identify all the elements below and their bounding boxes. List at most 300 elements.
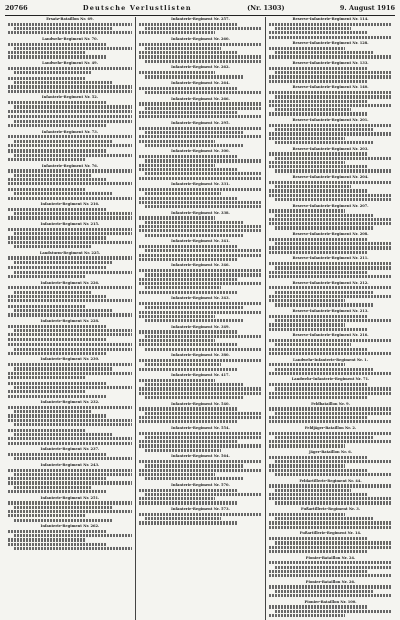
entry-text-line: [14, 174, 91, 177]
entry-text-line: [145, 286, 221, 289]
entry-text-line: [139, 440, 237, 443]
entry-text-line: [275, 157, 392, 160]
list-section: [8, 17, 132, 34]
entry-text-line: [8, 305, 85, 308]
entry-text-line: [269, 124, 392, 127]
entry-text-line: [275, 242, 392, 245]
list-section: [8, 95, 132, 112]
publication-title: Deutsche Verlustlisten: [82, 4, 192, 12]
column-2: [135, 17, 265, 620]
section-heading: Infanterie-Regiment Nr. 295.: [171, 120, 230, 125]
list-section: [8, 319, 132, 341]
entry-text-line: [269, 352, 392, 355]
section-heading: Infanterie-Regiment Nr. 338.: [171, 210, 230, 215]
entry-text-line: [8, 149, 107, 152]
entry-text-line: [8, 299, 132, 302]
entry-text-line: [139, 43, 262, 46]
section-heading: Landwehr-Regiment Nr. 49.: [42, 61, 98, 66]
entry-text-line: [269, 275, 392, 278]
entry-text-line: [275, 517, 373, 520]
entry-text-line: [145, 172, 262, 175]
section-heading: Infanterie-Regiment Nr. 573.: [171, 507, 230, 512]
list-section: [8, 61, 132, 74]
entry-text-line: [269, 444, 345, 447]
section-heading: Infanterie-Regiment Nr. 257.: [171, 17, 230, 21]
entry-text-line: [269, 537, 367, 540]
entry-text-line: [139, 469, 262, 472]
entry-text-line: [8, 372, 132, 375]
column-3: [265, 17, 395, 620]
entry-text-line: [145, 335, 262, 338]
list-section: [8, 37, 132, 59]
entry-text-line: [275, 226, 373, 229]
entry-text-line: [8, 169, 132, 172]
entry-text-line: [269, 323, 345, 326]
list-section: [139, 65, 262, 78]
entry-text-line: [269, 561, 392, 564]
section-heading: Infanterie-Regiment Nr. 262.: [171, 65, 230, 70]
list-section: [139, 97, 262, 119]
list-section: [8, 202, 132, 219]
list-section: [139, 182, 262, 208]
entry-text-line: [8, 286, 132, 289]
entry-text-line: [139, 87, 237, 90]
entry-text-line: [275, 185, 351, 188]
entry-text-line: [139, 444, 262, 447]
list-section: [269, 85, 392, 115]
entry-text-line: [8, 208, 107, 211]
entry-text-line: [8, 343, 132, 346]
list-section: [269, 450, 392, 476]
entry-text-line: [8, 313, 132, 316]
entry-text-line: [269, 80, 367, 83]
entry-text-line: [269, 161, 345, 164]
entry-text-line: [269, 614, 345, 617]
entry-text-line: [275, 436, 373, 439]
entry-text-line: [8, 538, 85, 541]
entry-text-line: [8, 135, 132, 138]
list-section: [139, 211, 262, 237]
entry-text-line: [269, 484, 392, 487]
section-heading: Jäger-Bataillon Nr. 6.: [308, 450, 353, 455]
entry-text-line: [14, 71, 91, 74]
entry-text-line: [145, 477, 243, 480]
entry-text-line: [8, 256, 132, 259]
entry-text-line: [8, 406, 132, 409]
entry-text-line: [139, 269, 262, 272]
entry-text-line: [139, 339, 215, 342]
list-section: [8, 251, 132, 264]
section-heading: Reserve-Infanterie-Regiment Nr. 204.: [292, 175, 369, 180]
entry-text-line: [8, 241, 132, 244]
section-heading: Ersatz-Bataillon Nr. 69.: [46, 17, 94, 21]
section-heading: Reserve-Infanterie-Regiment Nr. 208.: [292, 232, 369, 237]
list-section: [139, 296, 262, 322]
entry-text-line: [145, 493, 262, 496]
entry-text-line: [145, 412, 262, 415]
list-section: [269, 41, 392, 58]
entry-text-line: [14, 367, 113, 370]
entry-text-line: [139, 497, 215, 500]
entry-text-line: [275, 590, 373, 593]
entry-text-line: [8, 530, 107, 533]
entry-text-line: [145, 60, 262, 63]
section-heading: Landsturm-Regiment Nr. 225.: [39, 250, 101, 255]
section-heading: Infanterie-Regiment Nr. 230.: [40, 357, 100, 362]
entry-text-line: [269, 497, 392, 500]
entry-text-line: [275, 489, 351, 492]
entry-text-line: [269, 315, 367, 318]
entry-text-line: [269, 605, 367, 608]
entry-text-line: [145, 107, 262, 110]
entry-text-line: [8, 23, 132, 26]
entry-text-line: [145, 464, 243, 467]
entry-text-line: [139, 359, 262, 362]
entry-text-line: [14, 486, 91, 489]
entry-text-line: [269, 550, 367, 553]
list-section: [269, 232, 392, 254]
entry-text-line: [8, 442, 132, 445]
section-heading: Feldbataillon Nr. 9.: [311, 401, 350, 406]
section-heading: Fußartillerie-Regiment Nr. 14.: [299, 531, 362, 536]
section-heading: Infanterie-Regiment Nr. 331.: [171, 182, 230, 187]
entry-text-line: [8, 144, 132, 147]
entry-text-line: [269, 189, 367, 192]
entry-text-line: [139, 177, 262, 180]
entry-text-line: [275, 169, 392, 172]
entry-text-line: [139, 23, 237, 26]
section-heading: Infanterie-Regiment Nr. 226.: [40, 280, 100, 285]
list-section: [8, 164, 132, 186]
entry-text-line: [269, 469, 367, 472]
page-header: [5, 4, 395, 16]
entry-text-line: [8, 266, 107, 269]
list-section: [269, 556, 392, 578]
section-heading: Reserve-Infanterie-Regiment Nr. 140.: [292, 85, 369, 90]
list-section: [269, 426, 392, 448]
list-section: [8, 429, 132, 445]
entry-text-line: [145, 234, 243, 237]
entry-text-line: [269, 55, 392, 58]
list-section: [269, 531, 392, 553]
entry-text-line: [269, 286, 392, 289]
list-section: [8, 357, 132, 379]
entry-text-line: [14, 473, 132, 476]
entry-text-line: [139, 407, 237, 410]
entry-text-line: [14, 271, 132, 274]
list-section: [8, 130, 132, 147]
entry-text-line: [269, 363, 345, 366]
entry-text-line: [145, 47, 221, 50]
list-section: [139, 507, 262, 524]
entry-text-line: [145, 449, 221, 452]
list-section: [8, 115, 132, 127]
entry-text-line: [275, 501, 392, 504]
list-section: [8, 266, 132, 278]
section-heading: Infanterie-Regiment Nr. 73.: [41, 129, 99, 134]
entry-text-line: [14, 519, 113, 522]
entry-text-line: [145, 319, 243, 322]
entry-text-line: [269, 396, 367, 399]
entry-text-line: [269, 251, 367, 254]
list-section: [8, 222, 132, 248]
entry-text-line: [275, 412, 392, 415]
section-heading: Reserve-Infanterie-Regiment Nr. 203.: [292, 146, 369, 151]
entry-text-line: [269, 546, 392, 549]
entry-text-line: [145, 144, 243, 147]
entry-text-line: [269, 262, 392, 265]
section-heading: Infanterie-Regiment Nr. 232.: [40, 400, 100, 405]
entry-text-line: [139, 432, 262, 435]
list-section: [8, 447, 132, 460]
entry-text-line: [275, 319, 392, 322]
entry-text-line: [8, 376, 85, 379]
section-heading: Landwehr-Infanterie-Regiment Nr. 1.: [293, 357, 368, 362]
list-section: [8, 188, 132, 200]
entry-text-line: [269, 295, 392, 298]
entry-text-line: [275, 71, 392, 74]
entry-text-line: [139, 229, 262, 232]
entry-text-line: [8, 510, 132, 513]
entry-text-line: [269, 218, 392, 221]
entry-text-line: [275, 541, 392, 544]
entry-text-line: [8, 216, 132, 219]
entry-text-line: [275, 566, 392, 569]
list-section: [139, 373, 262, 399]
section-heading: Fußartillerie-Regiment Nr. 3.: [301, 507, 360, 512]
entry-text-line: [269, 132, 392, 135]
entry-text-line: [14, 547, 132, 550]
entry-text-line: [275, 141, 373, 144]
entry-text-line: [8, 85, 132, 88]
entry-text-line: [145, 436, 262, 439]
list-section: [8, 343, 132, 355]
entry-text-line: [139, 278, 237, 281]
section-heading: Infanterie-Regiment Nr. 554.: [171, 425, 230, 430]
entry-text-line: [269, 246, 392, 249]
entry-text-line: [139, 164, 215, 167]
entry-text-line: [139, 111, 237, 114]
list-section: [139, 81, 262, 94]
entry-text-line: [8, 55, 107, 58]
entry-text-line: [269, 104, 392, 107]
entry-text-line: [145, 75, 243, 78]
section-heading: Reserve-Infanterie-Regiment Nr. 216.: [292, 333, 369, 338]
entry-text-line: [8, 31, 132, 34]
entry-text-line: [8, 236, 107, 239]
entry-text-line: [8, 414, 107, 417]
entry-text-line: [275, 473, 392, 476]
section-heading: Feldjäger-Bataillon Nr. 2.: [304, 425, 357, 430]
list-section: [269, 175, 392, 201]
list-section: [8, 524, 132, 550]
section-heading: Reserve-Infanterie-Regiment Nr. 212.: [292, 280, 369, 285]
entry-text-line: [139, 416, 262, 419]
entry-text-line: [8, 333, 132, 336]
section-heading: Infanterie-Regiment Nr. 237.: [40, 447, 100, 452]
entry-text-line: [145, 27, 262, 30]
entry-text-line: [14, 291, 91, 294]
entry-text-line: [139, 521, 237, 524]
entry-text-line: [139, 254, 262, 257]
entry-text-line: [269, 574, 392, 577]
section-heading: Infanterie-Regiment Nr. 346.: [171, 263, 230, 268]
section-heading: Infanterie-Regiment Nr. 300.: [171, 149, 230, 154]
entry-text-line: [275, 198, 392, 201]
entry-text-line: [139, 71, 215, 74]
entry-text-line: [145, 205, 262, 208]
entry-text-line: [139, 245, 237, 248]
entry-text-line: [139, 460, 262, 463]
entry-text-line: [139, 135, 262, 138]
section-heading: Pionier-Bataillon Nr. 26.: [305, 579, 356, 584]
entry-text-line: [14, 433, 113, 436]
entry-text-line: [145, 383, 243, 386]
list-section: [269, 507, 392, 529]
entry-text-line: [269, 392, 392, 395]
section-heading: Infanterie-Regiment Nr. 243.: [40, 462, 100, 467]
list-section: [269, 358, 392, 375]
section-heading: Feldartillerie-Regiment Nr. 44.: [299, 478, 362, 483]
entry-text-line: [275, 343, 351, 346]
entry-text-line: [139, 102, 262, 105]
entry-text-line: [269, 100, 367, 103]
list-section: [269, 402, 392, 424]
list-section: [269, 479, 392, 505]
entry-text-line: [145, 131, 243, 134]
entry-text-line: [139, 311, 262, 314]
entry-text-line: [269, 348, 367, 351]
entry-text-line: [139, 188, 262, 191]
entry-text-line: [275, 214, 373, 217]
page-number: 20766: [5, 4, 28, 12]
section-heading: Infanterie-Regiment Nr. 343.: [171, 296, 230, 301]
entry-text-line: [14, 534, 132, 537]
entry-text-line: [8, 419, 132, 422]
entry-text-line: [8, 67, 132, 70]
entry-text-line: [269, 432, 392, 435]
entry-text-line: [8, 382, 107, 385]
entry-text-line: [275, 368, 373, 371]
entry-text-line: [269, 456, 367, 459]
entry-text-line: [14, 245, 91, 248]
entry-text-line: [275, 387, 392, 390]
entry-text-line: [269, 521, 392, 524]
list-section: [269, 61, 392, 83]
entry-text-line: [8, 352, 107, 355]
entry-text-line: [14, 348, 132, 351]
section-heading: Reserve-Infanterie-Regiment Nr. 133.: [292, 61, 369, 66]
entry-text-line: [145, 192, 221, 195]
entry-text-line: [145, 396, 243, 399]
list-section: [139, 402, 262, 424]
section-heading: Pionier-Bataillon Nr. 24.: [305, 555, 356, 560]
list-section: [269, 281, 392, 307]
section-heading: Landwehr-Regiment Nr. 70.: [42, 36, 98, 41]
list-section: [269, 580, 392, 597]
entry-text-line: [269, 513, 345, 516]
list-section: [8, 77, 132, 93]
entry-text-line: [269, 464, 345, 467]
entry-text-line: [139, 420, 237, 423]
section-heading: Infanterie-Regiment Nr. 349.: [171, 324, 230, 329]
entry-text-line: [269, 209, 345, 212]
entry-text-line: [139, 216, 215, 219]
section-heading: Reserve-Infanterie-Regiment Nr. 207.: [292, 203, 369, 208]
entry-text-line: [8, 501, 132, 504]
list-section: [8, 281, 132, 303]
entry-text-line: [14, 410, 91, 413]
entry-text-line: [139, 513, 262, 516]
section-heading: Infanterie-Regiment Nr. 266.: [171, 96, 230, 101]
entry-text-line: [269, 420, 392, 423]
entry-text-line: [14, 105, 132, 108]
entry-text-line: [275, 128, 373, 131]
section-heading: Infanterie-Regiment Nr. 251.: [40, 495, 100, 500]
entry-text-line: [8, 77, 85, 80]
entry-text-line: [269, 67, 367, 70]
section-heading: Infanterie-Regiment Nr. 76.: [41, 163, 99, 168]
entry-text-line: [269, 594, 392, 597]
entry-text-line: [139, 379, 215, 382]
entry-text-line: [14, 423, 132, 426]
entry-text-line: [139, 330, 237, 333]
entry-text-line: [269, 383, 367, 386]
entry-text-line: [275, 610, 392, 613]
list-section: [269, 17, 392, 39]
entry-text-line: [8, 490, 107, 493]
list-section: [269, 204, 392, 230]
entry-text-line: [269, 339, 392, 342]
entry-text-line: [139, 392, 262, 395]
entry-text-line: [139, 315, 215, 318]
section-heading: Infanterie-Regiment Nr. 52.: [41, 95, 99, 100]
entry-text-line: [8, 437, 132, 440]
entry-text-line: [14, 232, 132, 235]
section-heading: Reserve-Infanterie-Regiment Nr. 213.: [292, 309, 369, 314]
entry-text-line: [139, 197, 237, 200]
entry-text-line: [269, 222, 392, 225]
entry-text-line: [269, 36, 392, 39]
entry-text-line: [8, 178, 107, 181]
entry-text-line: [145, 221, 243, 224]
section-heading: Infanterie-Regiment Nr. 215.: [40, 222, 100, 227]
entry-text-line: [145, 306, 243, 309]
list-section: [139, 17, 262, 34]
list-section: [269, 118, 392, 144]
entry-text-line: [14, 81, 113, 84]
entry-text-line: [8, 338, 107, 341]
entry-text-line: [8, 43, 107, 46]
entry-text-line: [269, 75, 392, 78]
entry-text-line: [8, 275, 85, 278]
entry-text-line: [269, 47, 345, 50]
entry-text-line: [8, 481, 132, 484]
entry-text-line: [269, 407, 392, 410]
list-section: [269, 333, 392, 355]
entry-text-line: [139, 168, 237, 171]
section-heading: Reserve-Infanterie-Regiment Nr. 201.: [292, 118, 369, 123]
entry-text-line: [269, 416, 367, 419]
entry-text-line: [139, 155, 237, 158]
entry-text-line: [269, 112, 367, 115]
entry-text-line: [275, 27, 351, 30]
list-section: [139, 483, 262, 505]
entry-text-line: [139, 489, 237, 492]
entry-text-line: [139, 225, 262, 228]
entry-text-line: [269, 440, 392, 443]
section-heading: Infanterie-Regiment Nr. 260.: [171, 36, 230, 41]
